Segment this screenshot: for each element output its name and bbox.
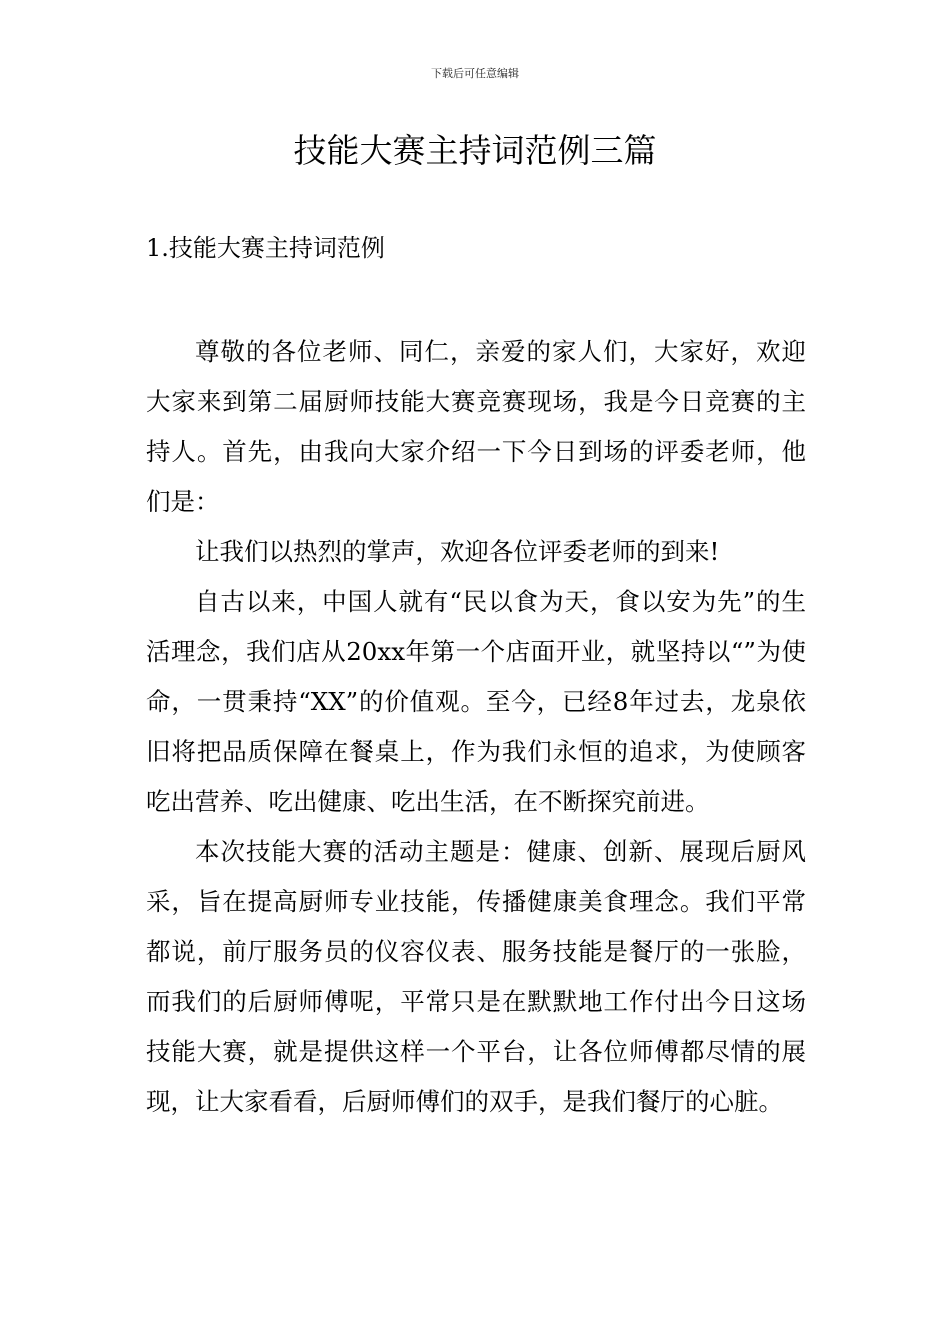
section-heading: 1.技能大赛主持词范例: [146, 234, 385, 262]
header-note: 下载后可任意编辑: [431, 67, 519, 80]
paragraph-theme: 本次技能大赛的活动主题是：健康、创新、展现后厨风采，旨在提高厨师专业技能，传播健康美食理念。我们平常都说，前厅服务员的仪容仪表、服务技能是餐厅的一张脸，而我们的后厨师傅呢，平常只是在默默地工作付出今日这场技能大赛，就是提供这样一个平台，让各位师傅都尽情的展现，让大家看看，后厨师傅们的双手，是我们餐厅的心脏。: [146, 837, 806, 1116]
paragraph-applause: 让我们以热烈的掌声，欢迎各位评委老师的到来!: [195, 537, 720, 566]
document-title: 技能大赛主持词范例三篇: [293, 131, 657, 170]
body-text: [146, 327, 806, 1127]
paragraph-history: 自古以来，中国人就有“民以食为天，食以安为先”的生活理念，我们店从20xx年第一个店面开业，就坚持以“”为使命，一贯秉持“XX”的价值观。至今，已经8年过去，龙泉依旧将把品质保障在餐桌上，作为我们永恒的追求，为使顾客吃出营养、吃出健康、吃出生活，在不断探究前进。: [146, 587, 806, 816]
paragraph-greeting: 尊敬的各位老师、同仁，亲爱的家人们，大家好，欢迎大家来到第二届厨师技能大赛竞赛现场，我是今日竞赛的主持人。首先，由我向大家介绍一下今日到场的评委老师，他们是：: [146, 337, 806, 516]
